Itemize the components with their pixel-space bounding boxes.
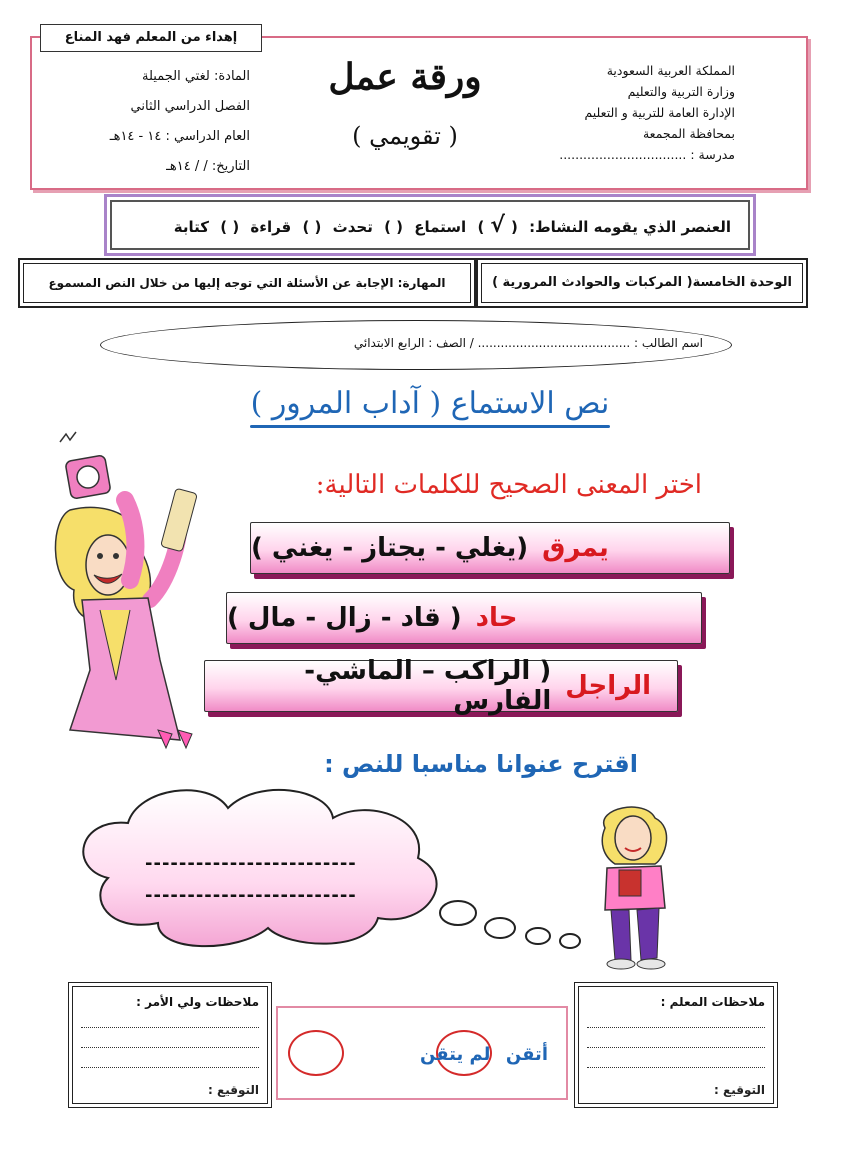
title-underline bbox=[250, 425, 610, 428]
department-line: الإدارة العامة للتربية و التعليم بمحافظة المجمعة bbox=[584, 105, 735, 141]
parent-notes-line-2 bbox=[81, 1047, 259, 1048]
parent-notes-label: ملاحظات ولي الأمر : bbox=[136, 995, 259, 1009]
reading-girl-illustration bbox=[585, 798, 695, 970]
dedication-label: إهداء من المعلم فهد المناع bbox=[40, 24, 262, 52]
evaluated-element-box bbox=[104, 194, 756, 256]
not-mastered-circle[interactable] bbox=[288, 1030, 344, 1076]
answer-line-1[interactable]: ------------------------- bbox=[145, 853, 357, 874]
option-listening: استماع bbox=[414, 218, 467, 236]
element-label: العنصر الذي يقومه النشاط: bbox=[529, 218, 731, 236]
not-mastered-label: لم يتقن bbox=[420, 1044, 491, 1065]
year-line: العام الدراسي : ١٤ - ١٤هـ bbox=[109, 129, 250, 144]
answer-line-2[interactable]: ------------------------- bbox=[145, 885, 357, 906]
subject-line: المادة: لغتي الجميلة bbox=[142, 69, 250, 84]
vocab-choices-1: (يغلي - يجتاز - يغني ) bbox=[251, 533, 529, 563]
vocab-box-3 bbox=[204, 656, 678, 716]
unit-box: الوحدة الخامسة( المركبات والحوادث المرورية ) bbox=[476, 258, 808, 308]
parent-notes-line-1 bbox=[81, 1027, 259, 1028]
parent-notes-box[interactable] bbox=[68, 982, 272, 1108]
page-title: ورقة عمل bbox=[328, 56, 482, 98]
student-name-line: اسم الطالب : ........................................ / الصف : الرابع الابتدائي bbox=[353, 336, 703, 350]
student-name-field[interactable] bbox=[100, 320, 732, 370]
teacher-notes-line-3 bbox=[587, 1067, 765, 1068]
element-row: العنصر الذي يقومه النشاط: (√) استماع ( ) تحدث ( ) قراءة ( ) كتابة bbox=[173, 213, 731, 238]
vocab-word-3: الراجل bbox=[565, 671, 651, 701]
page-subtitle: ( تقويمي ) bbox=[352, 122, 458, 150]
vocab-word-1: يمرق bbox=[542, 533, 609, 563]
option-reading: قراءة bbox=[250, 218, 292, 236]
listening-text-title-label: نص الاستماع ( آداب المرور ) bbox=[250, 386, 610, 421]
date-line: التاريخ: / / ١٤هـ bbox=[166, 159, 250, 174]
suggest-title-heading: اقترح عنوانا مناسبا للنص : bbox=[324, 750, 638, 778]
listening-text-title bbox=[240, 386, 620, 428]
vocab-choices-3: ( الراكب – الماشي- الفارس bbox=[304, 656, 552, 716]
teacher-notes-line-2 bbox=[587, 1047, 765, 1048]
option-writing: كتابة bbox=[173, 218, 210, 236]
check-mark: √ bbox=[490, 213, 505, 238]
school-line: مدرسة : ................................ bbox=[559, 147, 735, 162]
skill-box: المهارة: الإجابة عن الأسئلة التي توجه إليها من خلال النص المسموع bbox=[18, 258, 476, 308]
teacher-notes-box[interactable] bbox=[574, 982, 778, 1108]
option-speaking: تحدث bbox=[332, 218, 373, 236]
answer-lines[interactable] bbox=[145, 848, 375, 912]
kingdom-line: المملكة العربية السعودية bbox=[606, 63, 735, 78]
parent-signature-label: التوقيع : bbox=[208, 1083, 259, 1097]
ministry-line: وزارة التربية والتعليم bbox=[627, 84, 735, 99]
vocab-word-2: حاد bbox=[475, 603, 518, 633]
parent-notes-line-3 bbox=[81, 1067, 259, 1068]
mastered-label: أتقن bbox=[505, 1044, 548, 1065]
teacher-notes-label: ملاحظات المعلم : bbox=[660, 995, 765, 1009]
semester-line: الفصل الدراسي الثاني bbox=[130, 99, 250, 114]
vocab-choices-2: ( قاد - زال - مال ) bbox=[227, 603, 462, 633]
teacher-signature-label: التوقيع : bbox=[714, 1083, 765, 1097]
vocab-box-2 bbox=[226, 592, 702, 644]
grade-box bbox=[276, 1006, 568, 1100]
ministry-info bbox=[545, 60, 735, 165]
instruction-heading: اختر المعنى الصحيح للكلمات التالية: bbox=[315, 470, 702, 500]
teacher-notes-line-1 bbox=[587, 1027, 765, 1028]
vocab-box-1 bbox=[250, 522, 730, 574]
subject-info bbox=[40, 62, 250, 182]
